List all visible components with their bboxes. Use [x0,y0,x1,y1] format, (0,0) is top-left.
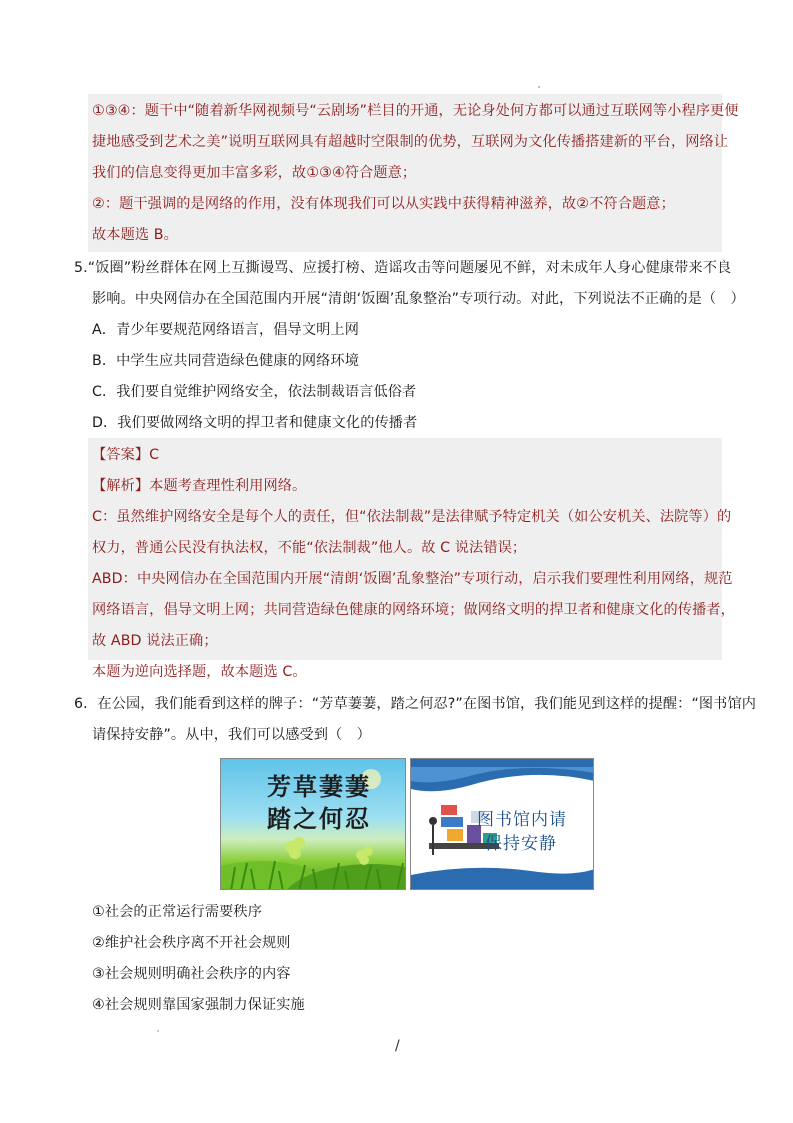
page-number: / [395,1038,400,1054]
grass-sign-image [220,758,406,890]
library-sign-line-1: 图书馆内请 [477,810,567,830]
library-sign-line-2: 保持安静 [485,834,557,854]
conclusion-line: 故本题选 B。 [92,227,178,243]
explain-line: ①③④：题干中“随着新华网视频号“云剧场”栏目的开通，无论身处何方都可以通过互联网等小程序更便 [92,103,739,119]
conclusion-line: 本题为逆向选择题，故本题选 C。 [92,664,307,680]
statement-2: ②维护社会秩序离不开社会规则 [92,935,291,951]
explain-line: 网络语言，倡导文明上网；共同营造绿色健康的网络环境；做网络文明的捍卫者和健康文化的传播者， [92,602,735,618]
question-6-stem: 6．在公园，我们能看到这样的牌子：“芳草萋萋，踏之何忍?”在图书馆，我们能见到这样的提醒：“图书馆内 [74,696,757,712]
answer-line: 【答案】C [92,447,160,463]
grass-sign-line-2: 踏之何忍 [267,804,371,833]
scan-dot [157,1030,159,1032]
explain-line: ②：题干强调的是网络的作用，没有体现我们可以从实践中获得精神滋养，故②不符合题意； [92,196,675,212]
statement-1: ①社会的正常运行需要秩序 [92,904,262,920]
question-6-stem: 请保持安静”。从中，我们可以感受到（ ） [92,727,371,743]
explain-line: 故 ABD 说法正确； [92,633,218,649]
option-c: C．我们要自觉维护网络安全，依法制裁语言低俗者 [92,384,417,400]
explain-line: 权力，普通公民没有执法权，不能“依法制裁”他人。故 C 说法错误； [92,540,527,556]
grass-sign-line-1: 芳草萋萋 [267,772,371,801]
analysis-line: 【解析】本题考查理性利用网络。 [92,478,307,494]
option-a: A．青少年要规范网络语言，倡导文明上网 [92,322,359,338]
scan-dot [538,86,540,88]
explain-line: 捷地感受到艺术之美”说明互联网具有超越时空限制的优势，互联网为文化传播搭建新的平台，网络让 [92,134,729,150]
statement-4: ④社会规则靠国家强制力保证实施 [92,997,305,1013]
question-5-stem: 5.“饭圈”粉丝群体在网上互撕谩骂、应援打榜、造谣攻击等问题屡见不鲜，对未成年人身心健康带来不良 [74,260,732,276]
option-d: D．我们要做网络文明的捍卫者和健康文化的传播者 [92,415,418,431]
explain-line: ABD：中央网信办在全国范围内开展“清朗‘饭圈’乱象整治”专项行动，启示我们要理性利用网络，规范 [92,571,733,587]
statement-3: ③社会规则明确社会秩序的内容 [92,966,291,982]
explain-line: 我们的信息变得更加丰富多彩，故①③④符合题意； [92,165,417,181]
option-b: B．中学生应共同营造绿色健康的网络环境 [92,353,360,369]
library-sign-image [410,758,594,890]
question-5-stem: 影响。中央网信办在全国范围内开展“清朗‘饭圈’乱象整治”专项行动。对此，下列说法不正确的是（ ） [92,291,745,307]
explain-line: C：虽然维护网络安全是每个人的责任，但“依法制裁”是法律赋予特定机关（如公安机关、法院等）的 [92,509,732,525]
